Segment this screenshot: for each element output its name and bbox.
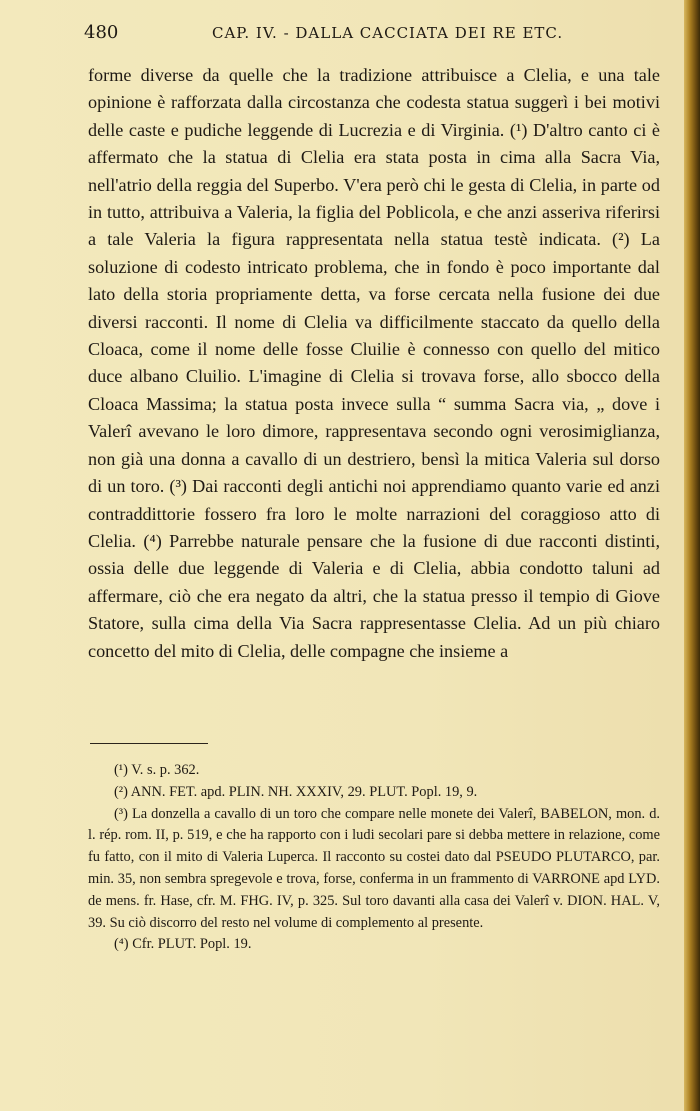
footnote-2: (²) ANN. FET. apd. PLIN. NH. XXXIV, 29. PLUT. Popl. 19, 9. bbox=[114, 783, 478, 800]
body-paragraph: forme diverse da quelle che la tradizione attribuisce a Clelia, e una tale opinione è rafforzata dalla circostanza che codesta statua suggerì i bei motivi delle caste e pudiche leggende di Lucrezia e di Virginia. (¹) D'altro canto ci è affermato che la statua di Clelia era stata posta in cima alla Sacra Via, nell'atrio della reggia del Superbo. V'era però chi le gesta di Clelia, in parte od in tutto, attribuiva a Valeria, la figlia del Poblicola, e che anzi asseriva riferirsi a tale Valeria la figura rappresentata nella statua testè indicata. (²) La soluzione di codesto intricato problema, che in fondo è poco importante dal lato della storia propriamente detta, va forse cercata nella fusione dei due diversi racconti. Il nome di Clelia va difficilmente staccato da quello della Cloaca, come il nome delle fosse Cluilie è connesso con quello del mitico duce albano Cluilio. L'imagine di Clelia si trovava forse, allo sbocco della Cloaca Massima; la statua posta invece sulla “ summa Sacra via, „ dove i Valerî avevano le loro dimore, rappresentava secondo ogni verosimiglianza, non già una donna a cavallo di un destriero, bensì la mitica Valeria sul dorso di un toro. (³) Dai racconti degli antichi noi apprendiamo quanto varie ed anzi contraddittorie fossero fra loro le molte narrazioni del coraggioso atto di Clelia. (⁴) Parrebbe naturale pensare che la fusione di due racconti distinti, ossia delle due leggende di Valeria e di Clelia, abbia condotto taluni ad affermare, ciò che era negato da altri, che la statua presso il tempio di Giove Statore, sulla cima della Via Sacra rappresentasse Clelia. Ad un più chiaro concetto del mito di Clelia, delle compagne che insieme a bbox=[88, 65, 660, 661]
running-head: CAP. IV. - DALLA CACCIATA DEI RE ETC. bbox=[212, 24, 564, 42]
footnote-4: (⁴) Cfr. PLUT. Popl. 19. bbox=[114, 936, 252, 953]
main-text bbox=[88, 62, 660, 665]
page-header bbox=[84, 22, 664, 52]
footnote-3: (³) La donzella a cavallo di un toro che compare nelle monete dei Valerî, BABELON, mon. d. l. rép. rom. II, p. 519, e che ha rapporto con i ludi secolari pare si debba mettere in relazione, come fu fatto, con il mito di Valeria Luperca. Il racconto su costei dato dal PSEUDO PLUTARCO, par. min. 35, non sembra spregevole e trova, forse, conferma in un frammento di VARRONE apd LYD. de mens. fr. Hase, cfr. M. FHG. IV, p. 325. Sul toro davanti alla casa dei Valerî v. DION. HAL. V, 39. Su ciò discorro del resto nel volume di complemento al presente. bbox=[88, 805, 660, 931]
footnote-1: (¹) V. s. p. 362. bbox=[114, 762, 200, 778]
page-edge-shadow bbox=[684, 0, 700, 1111]
footnote-divider bbox=[90, 743, 208, 744]
page-number: 480 bbox=[84, 22, 119, 43]
footnotes bbox=[88, 760, 660, 956]
